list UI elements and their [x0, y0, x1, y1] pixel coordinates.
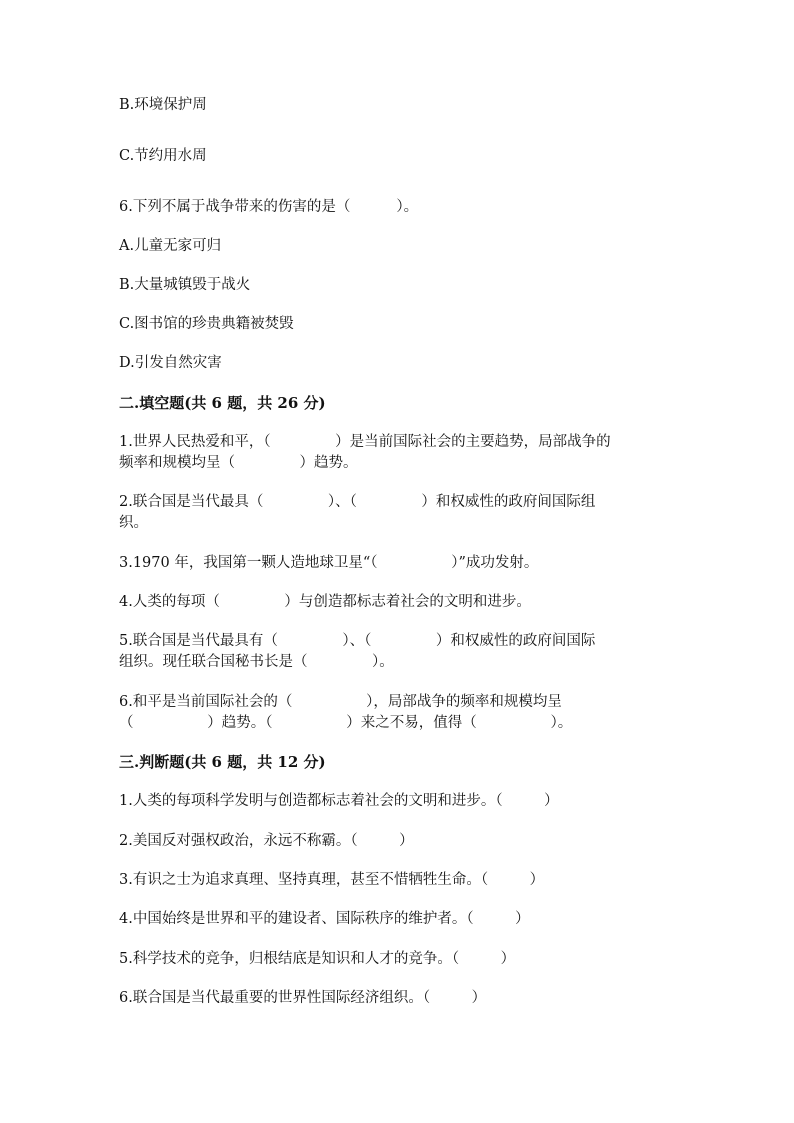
option-b: B.大量城镇毁于战火 — [119, 277, 251, 293]
judge-item-5: 5.科学技术的竞争，归根结底是知识和人才的竞争。（ ） — [119, 951, 516, 967]
option-d: D.引发自然灾害 — [119, 355, 222, 371]
option-b-environment-week: B.环境保护周 — [119, 97, 207, 113]
fill-item-1-line-2: 频率和规模均呈（ ）趋势。 — [119, 455, 358, 471]
question-6-text: 6.下列不属于战争带来的伤害的是（ ）。 — [119, 199, 419, 215]
fill-item-5-line-1: 5.联合国是当代最具有（ ）、（ ）和权威性的政府间国际 — [119, 633, 596, 649]
judge-item-2: 2.美国反对强权政治，永远不称霸。（ ） — [119, 833, 414, 849]
fill-item-1-line-1: 1.世界人民热爱和平，（ ）是当前国际社会的主要趋势，局部战争的 — [119, 434, 611, 450]
fill-item-3: 3.1970 年，我国第一颗人造地球卫星“（ ）”成功发射。 — [119, 555, 539, 571]
judge-item-4: 4.中国始终是世界和平的建设者、国际秩序的维护者。（ ） — [119, 911, 530, 927]
fill-item-2-line-2: 织。 — [119, 515, 148, 531]
fill-item-2-line-1: 2.联合国是当代最具（ ）、（ ）和权威性的政府间国际组 — [119, 494, 596, 510]
option-c: C.图书馆的珍贵典籍被焚毁 — [119, 316, 294, 332]
judge-item-3: 3.有识之士为追求真理、坚持真理，甚至不惜牺牲生命。（ ） — [119, 872, 545, 888]
option-a: A.儿童无家可归 — [119, 238, 222, 254]
fill-item-6-line-2: （ ）趋势。（ ）来之不易，值得（ ）。 — [119, 715, 573, 731]
fill-item-4: 4.人类的每项（ ）与创造都标志着社会的文明和进步。 — [119, 594, 531, 610]
section-2-heading: 二.填空题(共 6 题，共 26 分) — [119, 394, 326, 412]
option-c-water-saving-week: C.节约用水周 — [119, 148, 207, 164]
section-3-heading: 三.判断题(共 6 题，共 12 分) — [119, 753, 326, 771]
fill-item-5-line-2: 组织。现任联合国秘书长是（ ）。 — [119, 654, 394, 670]
fill-item-6-line-1: 6.和平是当前国际社会的（ ），局部战争的频率和规模均呈 — [119, 694, 562, 710]
judge-item-1: 1.人类的每项科学发明与创造都标志着社会的文明和进步。（ ） — [119, 793, 559, 809]
judge-item-6: 6.联合国是当代最重要的世界性国际经济组织。（ ） — [119, 990, 487, 1006]
